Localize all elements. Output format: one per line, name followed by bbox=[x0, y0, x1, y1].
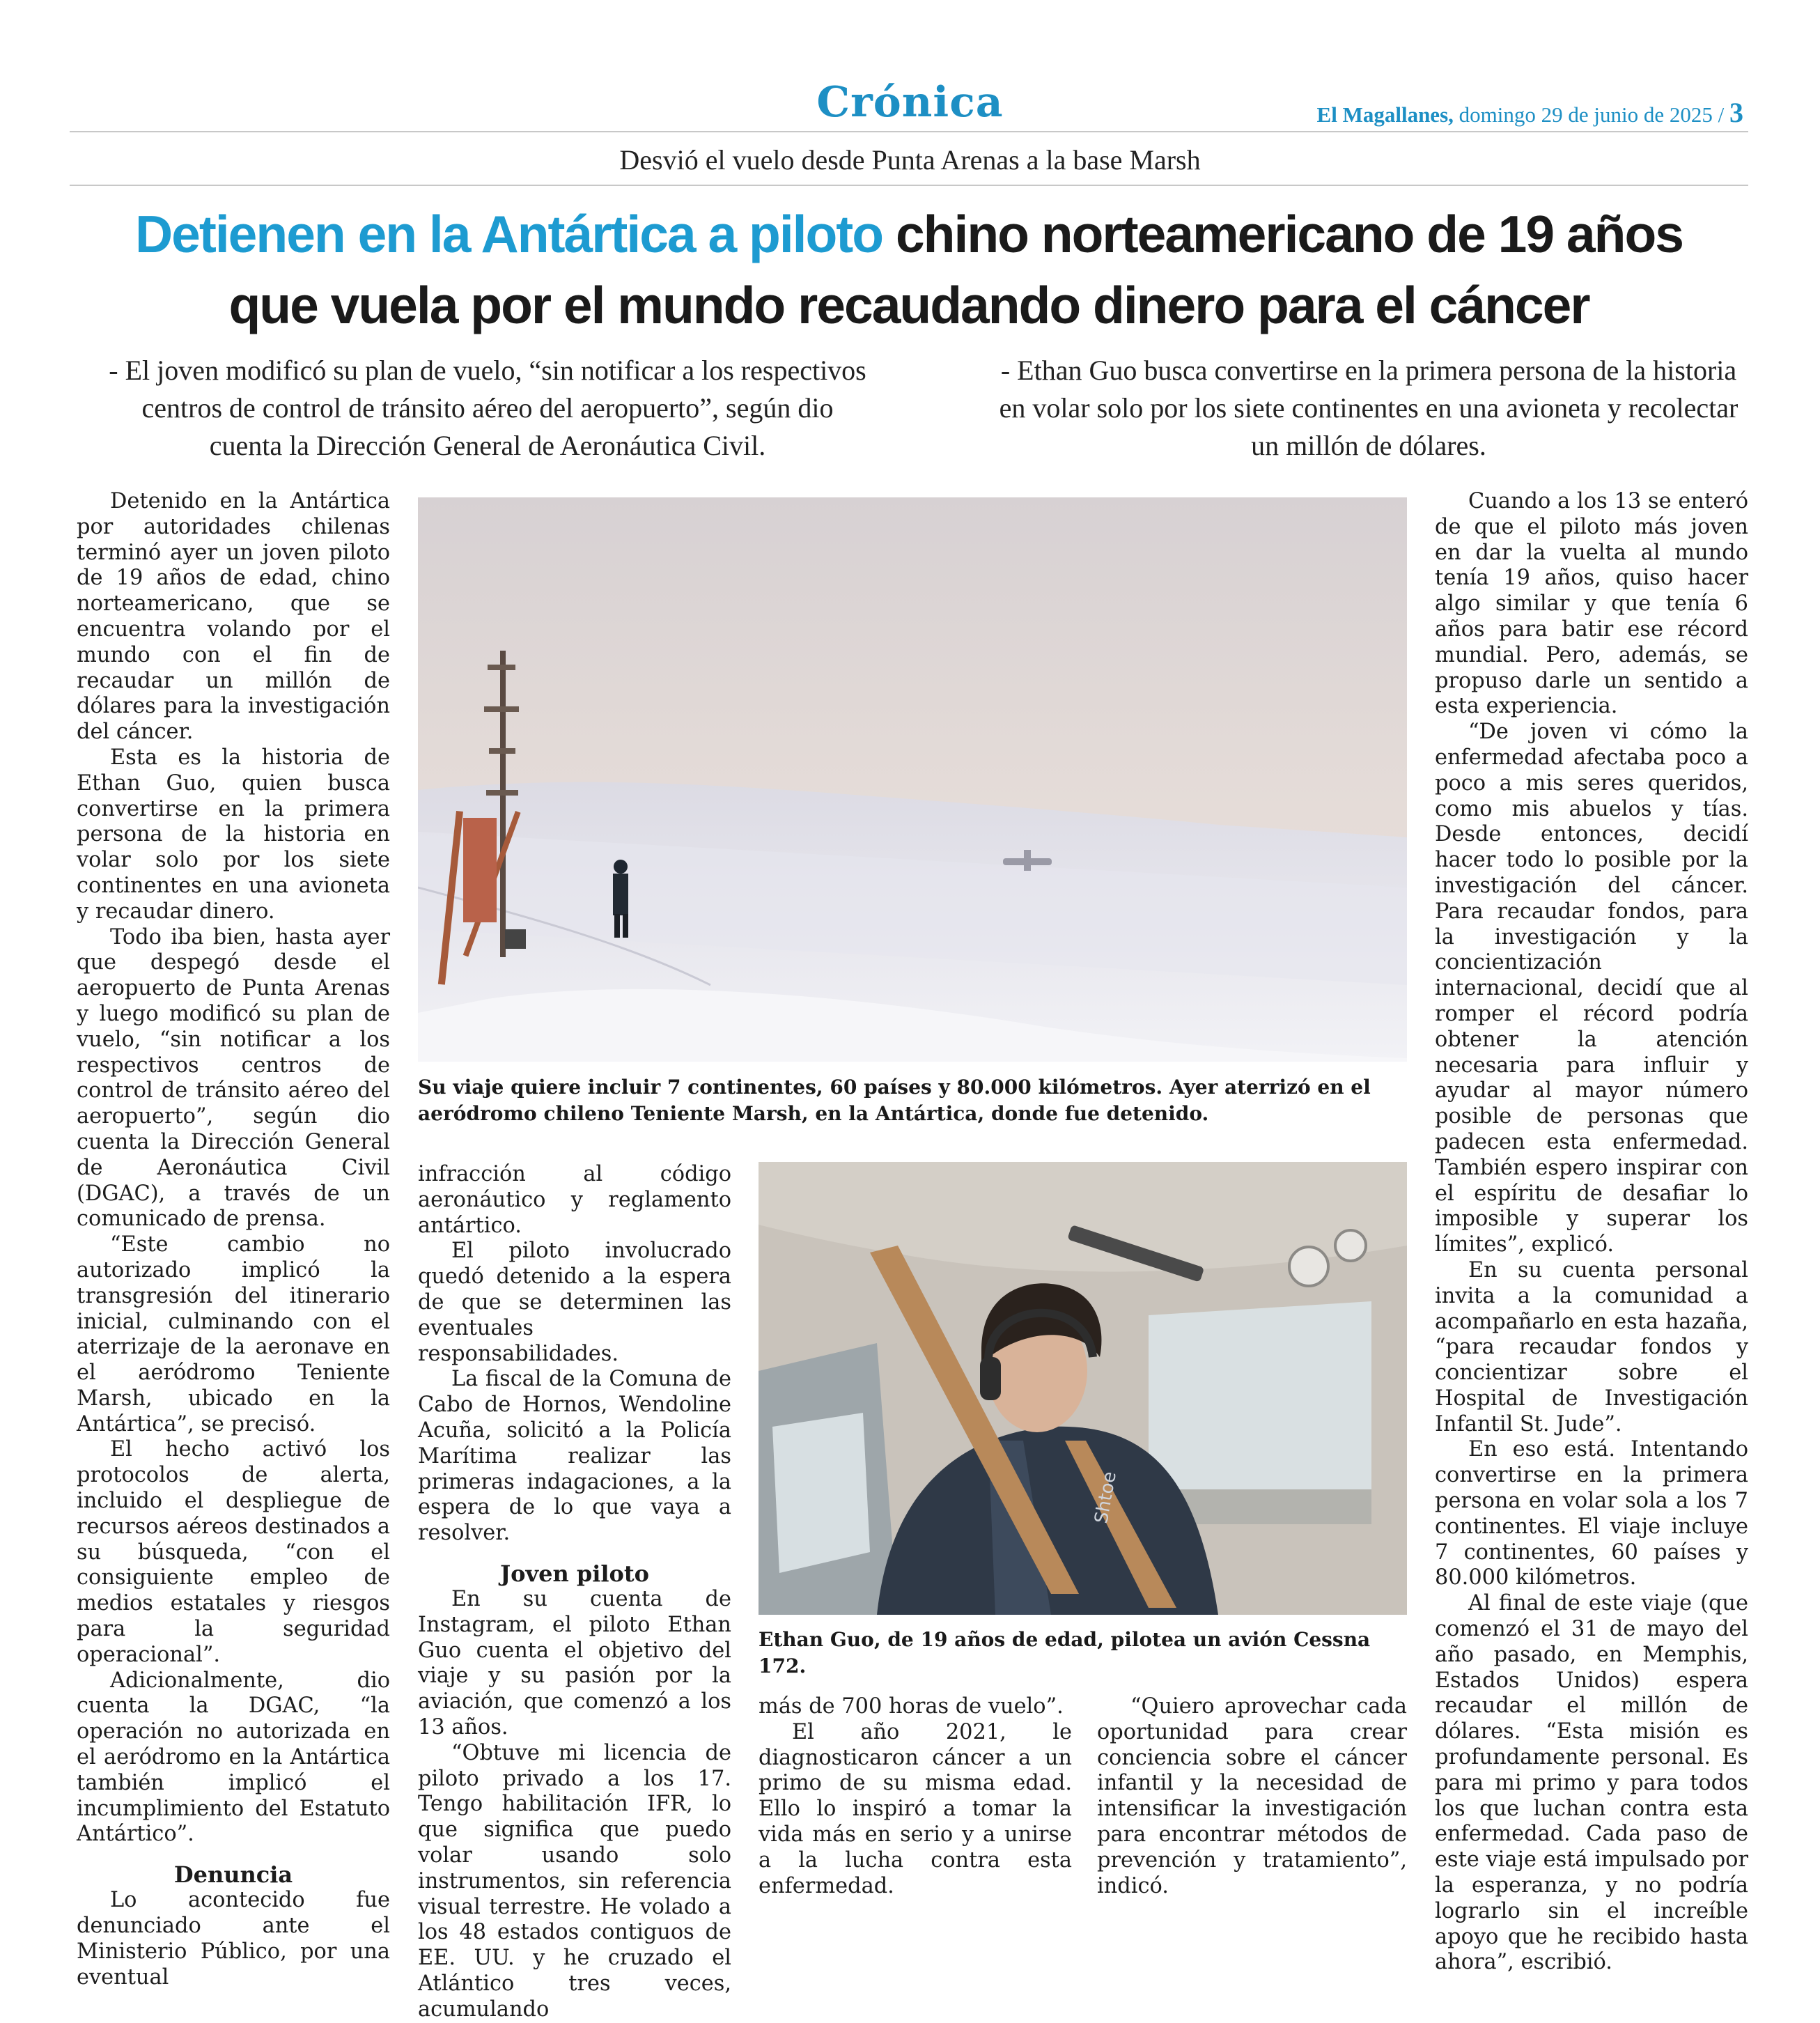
deck-left: - El joven modificó su plan de vuelo, “sin notificar a los respectivos centros de control de tránsito aéreo del aeropuerto”, según dio cuenta la Dirección General de Aeronáutica Civil. bbox=[109, 355, 866, 461]
paragraph: Detenido en la Antártica por autoridades chilenas terminó ayer un joven piloto de 19 años de edad, chino norteamericano, que se encuentra volando por el mundo con el fin de recaudar un millón de dólares para la investigación del cáncer. bbox=[77, 489, 390, 745]
headline bbox=[70, 199, 1748, 341]
subhead-joven-piloto: Joven piloto bbox=[500, 1560, 649, 1587]
paper-name: El Magallanes, bbox=[1316, 102, 1454, 127]
paragraph: más de 700 horas de vuelo”. bbox=[759, 1694, 1064, 1719]
subhead-denuncia: Denuncia bbox=[173, 1861, 293, 1889]
paragraph: En eso está. Intentando convertirse en la primera persona en volar sola a los 7 continentes. El viaje incluye 7 continentes, 60 países y 80.000 kilómetros. bbox=[1435, 1437, 1748, 1590]
headline-rest: chino norteamericano de 19 años bbox=[895, 205, 1683, 263]
photo-pilot-cockpit bbox=[759, 1162, 1407, 1615]
issue-date: domingo 29 de junio de 2025 bbox=[1459, 102, 1713, 127]
patch-text: Shtoe bbox=[1091, 1470, 1121, 1526]
paragraph: “Obtuve mi licencia de piloto privado a los 17. Tengo habilitación IFR, lo que significa que puedo volar usando solo instrumentos, sin referencia visual terrestre. He volado a los 48 estados contiguos de EE. UU. y he cruzado el Atlántico tres veces, acumulando bbox=[418, 1740, 731, 2022]
paragraph: El año 2021, le diagnosticaron cáncer a un primo de su misma edad. Ello lo inspiró a tomar la vida más en serio y a unirse a la lucha contra esta enfermedad. bbox=[759, 1719, 1072, 1898]
masthead-rule bbox=[70, 131, 1748, 132]
page-number: 3 bbox=[1729, 97, 1743, 128]
photo1-caption: Su viaje quiere incluir 7 continentes, 60 países y 80.000 kilómetros. Ayer aterrizó en el aeródromo chileno Teniente Marsh, en la Antártica, donde fue detenido. bbox=[418, 1076, 1371, 1125]
photo2-caption: Ethan Guo, de 19 años de edad, pilotea un avión Cessna 172. bbox=[759, 1628, 1371, 1677]
paragraph: “Este cambio no autorizado implicó la transgresión del itinerario inicial, culminando con el aterrizaje de la aeronave en el aeródromo Teniente Marsh, ubicado en la Antártica”, se precisó. bbox=[77, 1232, 390, 1436]
paragraph: Adicionalmente, dio cuenta la DGAC, “la operación no autorizada en el aeródromo en la Antártica también implicó el incumplimiento del Estatuto Antártico”. bbox=[77, 1668, 390, 1847]
paragraph: Lo acontecido fue denunciado ante el Ministerio Público, por una eventual bbox=[77, 1888, 390, 1990]
folio bbox=[1317, 96, 1743, 129]
paragraph: Cuando a los 13 se enteró de que el piloto más joven en dar la vuelta al mundo tenía 19 años, quiso hacer algo similar y que tenía 6 años para batir ese récord mundial. Pero, además, se propuso darle un sentido a esta experiencia. bbox=[1435, 489, 1748, 719]
paragraph: En su cuenta de Instagram, el piloto Ethan Guo cuenta el objetivo del viaje y su pasión por la aviación, que comenzó a los 13 años. bbox=[418, 1586, 731, 1739]
paragraph: El hecho activó los protocolos de alerta, incluido el despliegue de recursos aéreos destinados a su búsqueda, “con el consiguiente empleo de medios estatales y riesgos para la seguridad operacional”. bbox=[77, 1437, 390, 1667]
kicker: Desvió el vuelo desde Punta Arenas a la base Marsh bbox=[619, 144, 1201, 176]
column-1 bbox=[77, 489, 390, 1990]
column-3 bbox=[759, 1694, 1072, 1899]
photo-antarctic-airfield bbox=[418, 497, 1407, 1062]
paragraph: Al final de este viaje (que comenzó el 31 de mayo del año pasado, en Memphis, Estados Unidos) espera recaudar el millón de dólares. “Esta misión es profundamente personal. Es para mi primo y para todos los que luchan contra esta enfermedad. Cada paso de este viaje está impulsado por la esperanza, y no podría lograrlo sin el increíble apoyo que he recibido hasta ahora”, escribió. bbox=[1435, 1591, 1748, 1975]
column-4 bbox=[1097, 1694, 1407, 1899]
column-5 bbox=[1435, 489, 1748, 1976]
paragraph: Todo iba bien, hasta ayer que despegó desde el aeropuerto de Punta Arenas y luego modificó su plan de vuelo, “sin notificar a los respectivos centros de control de tránsito aéreo del aeropuerto”, según dio cuenta la Dirección General de Aeronáutica Civil (DGAC), a través de un comunicado de prensa. bbox=[77, 924, 390, 1232]
deck-right: - Ethan Guo busca convertirse en la primera persona de la historia en volar solo por los siete continentes en una avioneta y recolectar un millón de dólares. bbox=[999, 355, 1739, 461]
headline-line-2: que vuela por el mundo recaudando dinero para el cáncer bbox=[228, 276, 1589, 334]
kicker-rule bbox=[70, 185, 1748, 186]
paragraph: Esta es la historia de Ethan Guo, quien busca convertirse en la primera persona de la historia en volar solo por los siete continentes en una avioneta y recaudar dinero. bbox=[77, 745, 390, 924]
paragraph: “Quiero aprovechar cada oportunidad para crear conciencia sobre el cáncer infantil y la necesidad de intensificar la investigación para encontrar métodos de prevención y tratamiento”, indicó. bbox=[1097, 1694, 1407, 1898]
section-title: Crónica bbox=[816, 78, 1004, 127]
paragraph: “De joven vi cómo la enfermedad afectaba poco a poco a mis seres queridos, como mis abuelos y tías. Desde entonces, decidí hacer todo lo posible por la investigación del cáncer. Para recaudar fondos, para la investigación y la concientización internacional, decidí que al romper el récord podría obtener la atención necesaria para influir y ayudar al mayor número posible de personas que padecen esta enfermedad. También espero inspirar con el espíritu de desafiar lo imposible y superar los límites”, explicó. bbox=[1435, 720, 1748, 1257]
paragraph: El piloto involucrado quedó detenido a la espera de que se determinen las eventuales responsabilidades. bbox=[418, 1239, 731, 1366]
column-2 bbox=[418, 1162, 731, 2023]
paragraph: infracción al código aeronáutico y reglamento antártico. bbox=[418, 1162, 731, 1238]
headline-highlight: Detienen en la Antártica a piloto bbox=[135, 205, 883, 263]
paragraph: En su cuenta personal invita a la comunidad a acompañarlo en esta hazaña, “para recaudar fondos y concientizar sobre el Hospital de Investigación Infantil St. Jude”. bbox=[1435, 1257, 1748, 1436]
paragraph: La fiscal de la Comuna de Cabo de Hornos, Wendoline Acuña, solicitó a la Policía Marítima realizar las primeras indagaciones, a la espera de lo que vaya a resolver. bbox=[418, 1367, 731, 1546]
folio-separator: / bbox=[1718, 102, 1725, 127]
